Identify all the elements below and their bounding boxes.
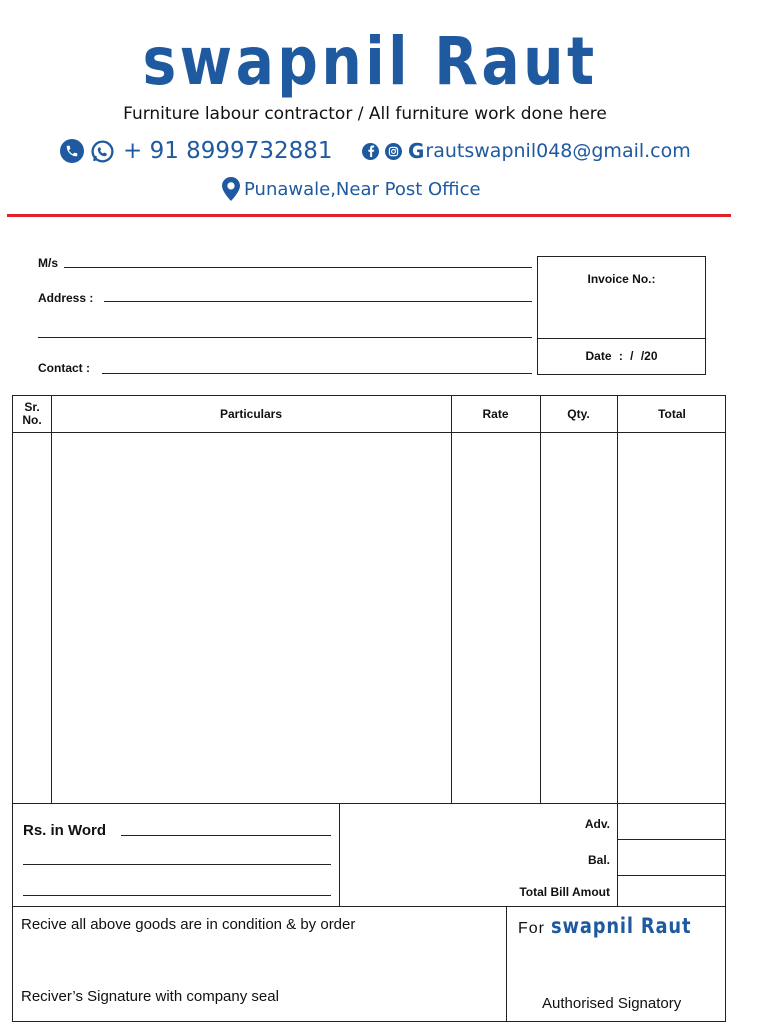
contact-field[interactable] <box>102 373 532 374</box>
for-company <box>518 914 716 938</box>
rs-in-word-line-2[interactable] <box>23 864 331 865</box>
header-particulars: Particulars <box>219 406 283 421</box>
column-divider <box>51 396 52 803</box>
facebook-icon <box>362 143 379 160</box>
row-divider <box>617 839 725 840</box>
header-qty: Qty. <box>567 406 590 421</box>
column-divider <box>451 396 452 803</box>
ms-field[interactable] <box>64 267 532 268</box>
column-divider <box>617 396 618 803</box>
header-divider-line <box>13 432 725 433</box>
rs-in-word-label: Rs. in Word <box>23 822 107 839</box>
receiver-signature-label: Reciver’s Signature with company seal <box>21 988 279 1005</box>
bal-label: Bal. <box>587 853 610 867</box>
items-table <box>12 395 726 804</box>
address-label: Address : <box>38 291 94 305</box>
received-note: Recive all above goods are in condition & by order <box>21 916 356 933</box>
for-brand: swapnil Raut <box>551 914 692 938</box>
instagram-icon <box>385 143 402 160</box>
whatsapp-icon <box>90 139 115 164</box>
total-bill-label: Total Bill Amout <box>519 885 610 899</box>
tagline: Furniture labour contractor / All furniture work done here <box>123 104 607 124</box>
adv-label: Adv. <box>584 817 610 831</box>
invoice-number-label: Invoice No.: <box>587 272 656 286</box>
address-field-line-1[interactable] <box>104 301 532 302</box>
footer-section <box>12 906 726 1022</box>
rs-in-word-line-1[interactable] <box>121 835 331 836</box>
address-field-line-2[interactable] <box>38 337 532 338</box>
contact-label: Contact : <box>38 361 90 375</box>
authorised-signatory: Authorised Signatory <box>542 995 682 1012</box>
totals-value-divider <box>617 803 618 906</box>
email-contact <box>362 136 691 166</box>
email-address[interactable]: rautswapnil048@gmail.com <box>425 140 691 162</box>
phone-number[interactable]: + 91 8999732881 <box>123 138 333 164</box>
row-divider <box>617 875 725 876</box>
totals-section <box>12 803 726 907</box>
rs-in-word-line-3[interactable] <box>23 895 331 896</box>
address-text: Punawale,Near Post Office <box>244 178 481 200</box>
date-label: Date : / /20 <box>585 349 658 363</box>
google-icon: G <box>408 139 425 163</box>
invoice-box <box>537 256 706 375</box>
footer-divider <box>506 907 507 1021</box>
brand-title: swapnil Raut <box>142 23 598 100</box>
header-rate: Rate <box>482 406 509 421</box>
phone-contact <box>60 136 333 166</box>
for-label: For <box>518 920 545 937</box>
header-divider <box>7 214 731 217</box>
header-total: Total <box>658 406 686 421</box>
phone-icon <box>60 139 84 163</box>
totals-divider <box>339 803 340 906</box>
column-divider <box>540 396 541 803</box>
header-sr-no: Sr. No. <box>22 400 42 427</box>
location-pin-icon <box>222 177 240 201</box>
ms-label: M/s <box>38 256 59 270</box>
business-address <box>222 174 481 204</box>
invoice-divider <box>538 338 705 339</box>
